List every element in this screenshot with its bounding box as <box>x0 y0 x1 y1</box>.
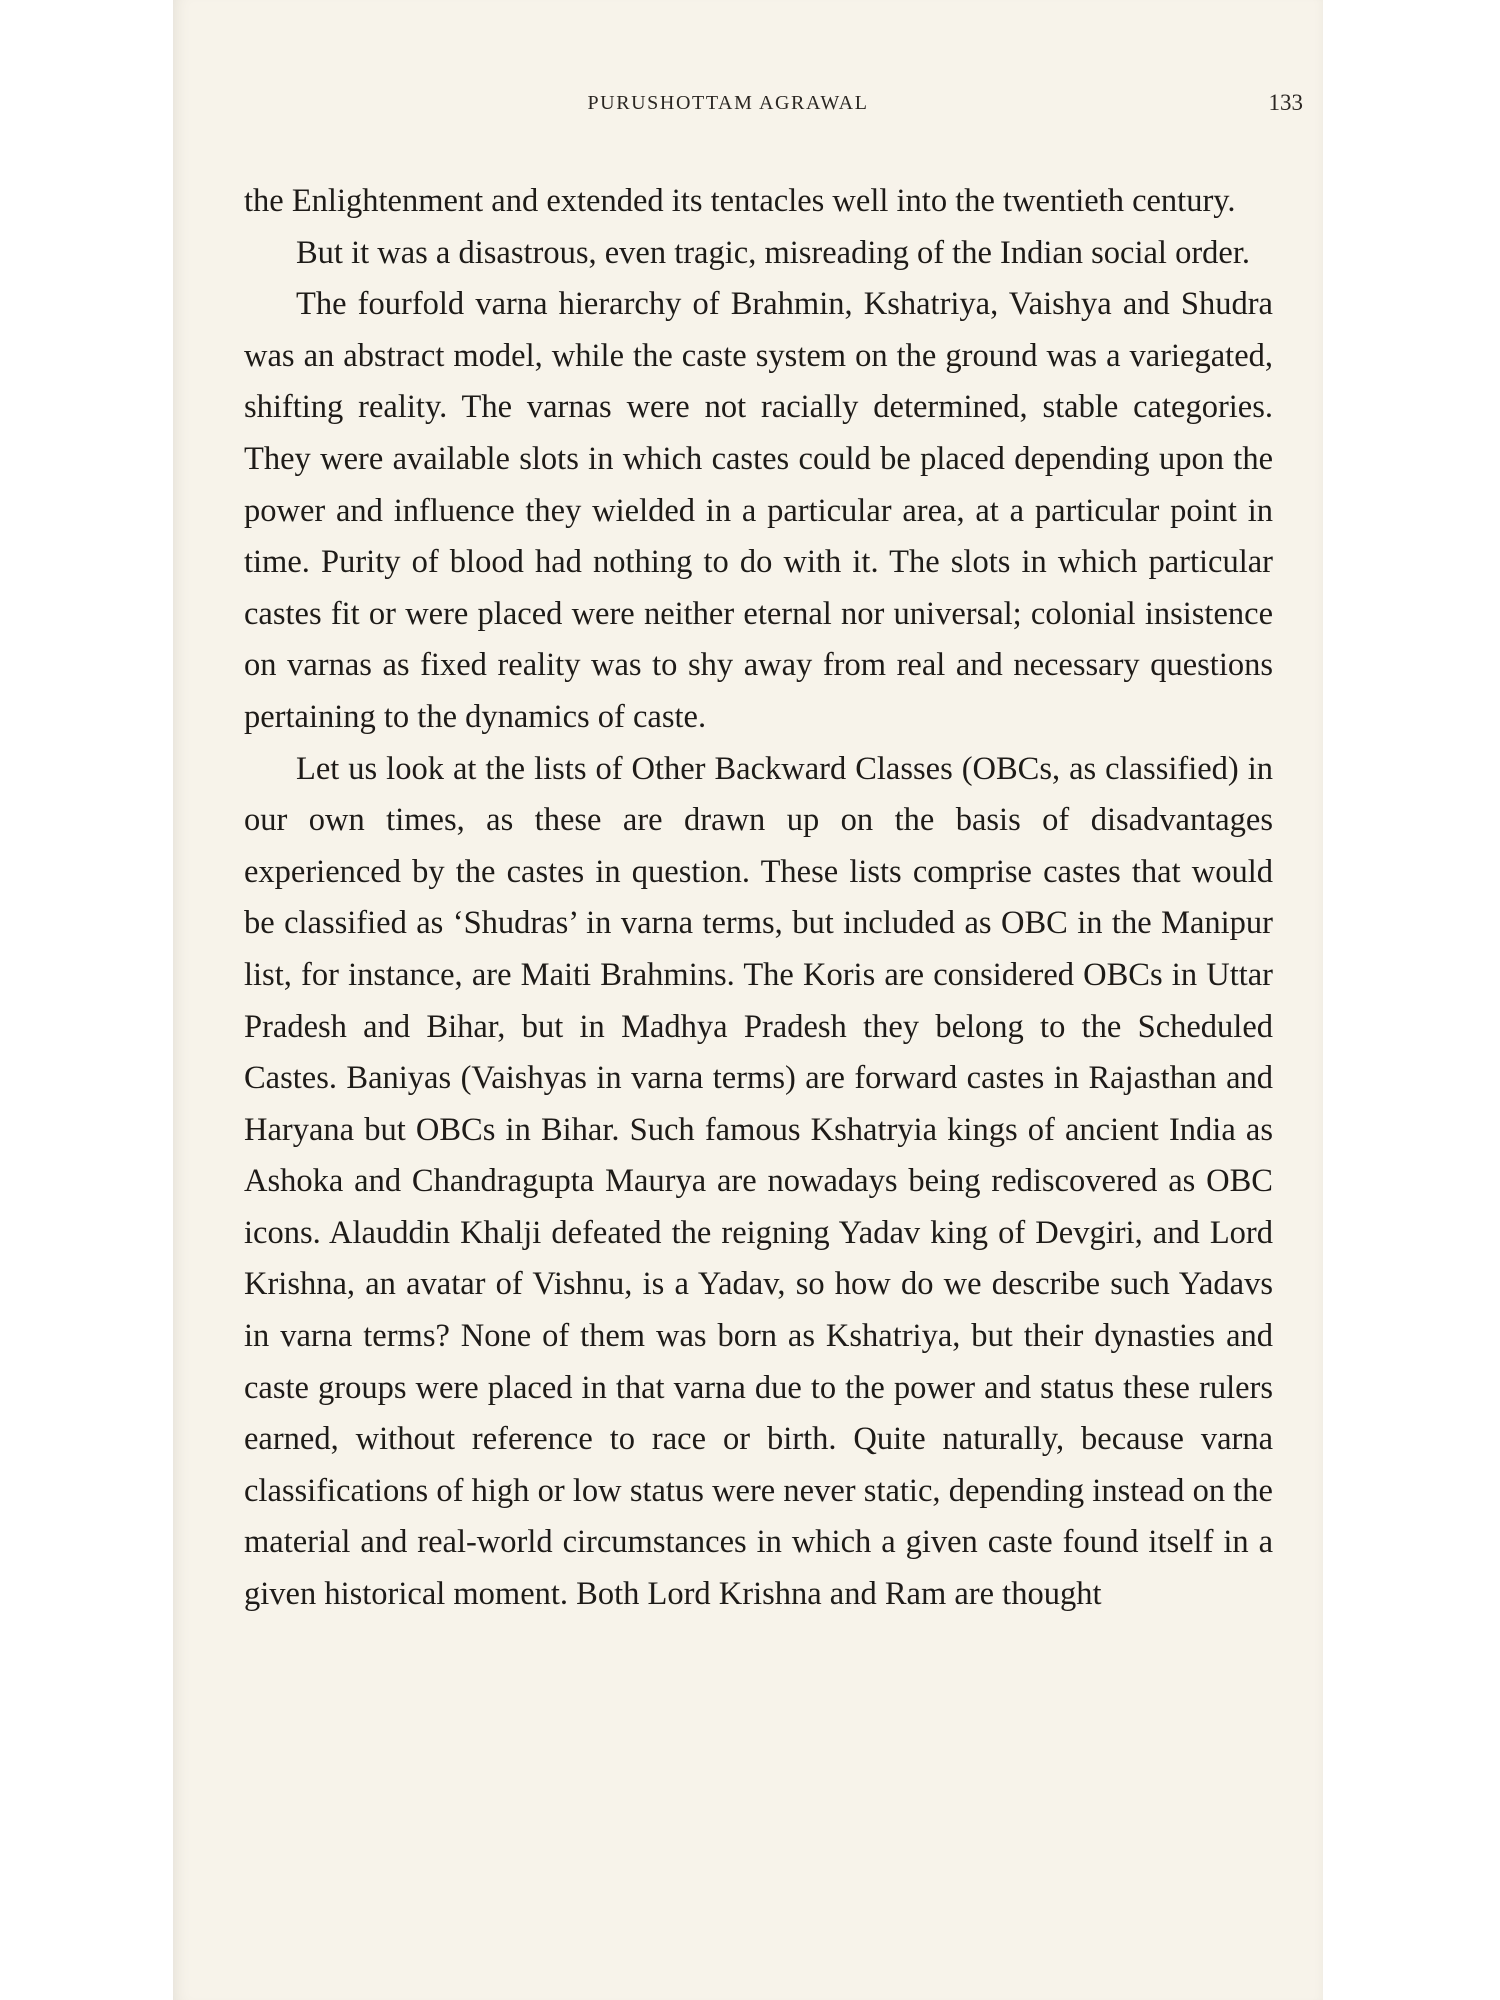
running-head <box>243 90 1303 130</box>
paragraph: But it was a disastrous, even tragic, misreading of the Indian social order. <box>296 234 1250 271</box>
running-head-title: PURUSHOTTAM AGRAWAL <box>587 92 869 114</box>
paragraph-continued: the Enlightenment and extended its tentacles well into the twentieth century. <box>244 183 1236 219</box>
body-text <box>244 176 1273 1621</box>
paragraph: Let us look at the lists of Other Backward Classes (OBCs, as classified) in our own times, as these are drawn up on the basis of disadvantages experienced by the castes in question. These lists comprise castes that would be classified as ‘Shudras’ in varna terms, but included as OBC in the Manipur list, for instance, are Maiti Brahmins. The Koris are considered OBCs in Uttar Pradesh and Bihar, but in Madhya Pradesh they belong to the Scheduled Castes. Baniyas (Vaishyas in varna terms) are forward castes in Rajasthan and Haryana but OBCs in Bihar. Such famous Kshatryia kings of ancient India as Ashoka and Chandragupta Maurya are nowadays being rediscovered as OBC icons. Alauddin Khalji defeated the reigning Yadav king of Devgiri, and Lord Krishna, an avatar of Vishnu, is a Yadav, so how do we describe such Yadavs in varna terms? None of them was born as Kshatriya, but their dynasties and caste groups were placed in that varna due to the power and status these rulers earned, without reference to race or birth. Quite naturally, because varna classifications of high or low status were never static, depending instead on the material and real-world circumstances in which a given caste found itself in a given historical moment. Both Lord Krishna and Ram are thought <box>244 750 1273 1613</box>
book-page <box>173 0 1323 2000</box>
page-number: 133 <box>1268 90 1303 115</box>
paragraph: The fourfold varna hierarchy of Brahmin, Kshatriya, Vaishya and Shudra was an abstract model, while the caste system on the ground was a variegated, shifting reality. The varnas were not racially determined, stable categories. They were available slots in which castes could be placed depending upon the power and influence they wielded in a particular area, at a particular point in time. Purity of blood had nothing to do with it. The slots in which particular castes fit or were placed were neither eternal nor universal; colonial insistence on varnas as fixed reality was to shy away from real and necessary questions pertaining to the dynamics of caste. <box>244 286 1273 735</box>
